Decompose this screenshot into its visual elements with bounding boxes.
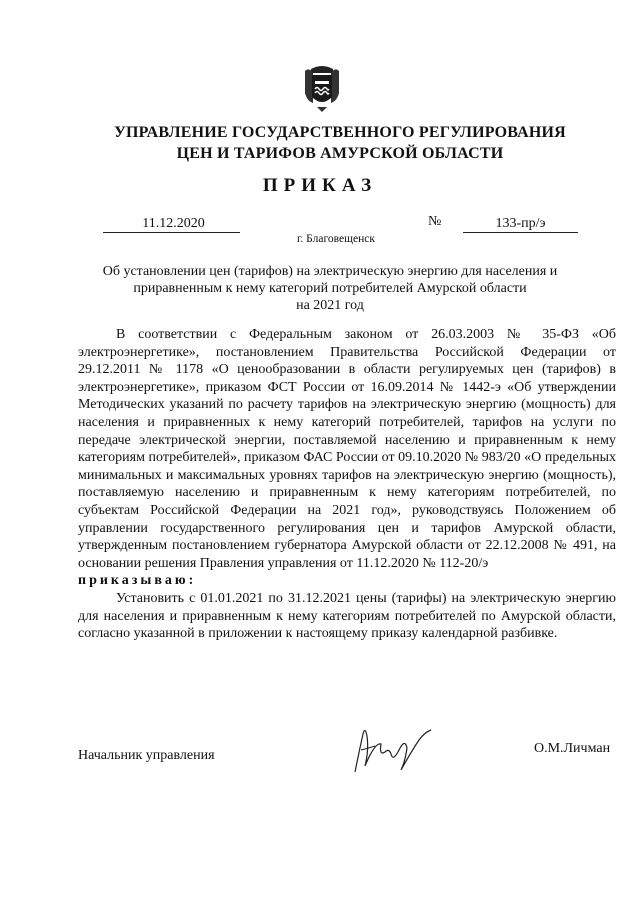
order-paragraph: Установить с 01.01.2021 по 31.12.2021 цены (тарифы) на электрическую энергию для населения и приравненным к нему категориям потребителей по Амурской области, согласно указанной в приложении к настоящему приказу календарной разбивке. — [78, 590, 616, 642]
signatory-name: О.М.Личман — [534, 741, 611, 756]
coat-of-arms-emblem — [303, 63, 341, 113]
command-word: приказываю: — [78, 573, 197, 589]
organization-name — [90, 122, 590, 164]
org-line-1: УПРАВЛЕНИЕ ГОСУДАРСТВЕННОГО РЕГУЛИРОВАНИЯ — [114, 124, 566, 141]
subject-line-1: Об установлении цен (тарифов) на электрическую энергию для населения и — [102, 264, 558, 279]
number-sign: № — [428, 214, 442, 229]
document-type-title: ПРИКАЗ — [262, 175, 378, 196]
handwritten-signature — [345, 722, 435, 782]
document-body — [78, 326, 616, 643]
city-label: г. Благовещенск — [297, 233, 375, 245]
subject-line-3: на 2021 год — [296, 298, 364, 313]
document-subject — [100, 263, 560, 314]
preamble-paragraph: В соответствии с Федеральным законом от 26.03.2003 № 35-ФЗ «Об электроэнергетике», постановлением Правительства Российской Федерации от 29.12.2011 № 1178 «О ценообразовании в области регулируемых цен (тарифов) в электроэнергетике», приказом ФСТ России от 16.09.2014 № 1442-э «Об утверждении Методических указаний по расчету тарифов на электрическую энергию (мощность) для населения и приравненных к нему категорий потребителей, тарифов на услуги по передаче электрической энергии, поставляемой населению и приравненным к нему категориям потребителей», приказом ФАС России от 09.10.2020 № 983/20 «О предельных минимальных и максимальных уровнях тарифов на электрическую энергию (мощность), поставляемую населению и приравненным к нему категориям потребителей, по субъектам Российской Федерации на 2021 год», руководствуясь Положением об управлении государственного регулирования цен и тарифов Амурской области, утвержденным постановлением губернатора Амурской области от 22.12.2008 № 491, на основании решения Правления управления от 11.12.2020 № 112-20/э — [78, 327, 616, 571]
signatory-title: Начальник управления — [78, 748, 215, 763]
org-line-2: ЦЕН И ТАРИФОВ АМУРСКОЙ ОБЛАСТИ — [176, 145, 504, 162]
document-number: 133-пр/э — [463, 216, 578, 233]
subject-line-2: приравненным к нему категорий потребителей Амурской области — [133, 281, 527, 296]
document-date: 11.12.2020 — [103, 216, 240, 233]
